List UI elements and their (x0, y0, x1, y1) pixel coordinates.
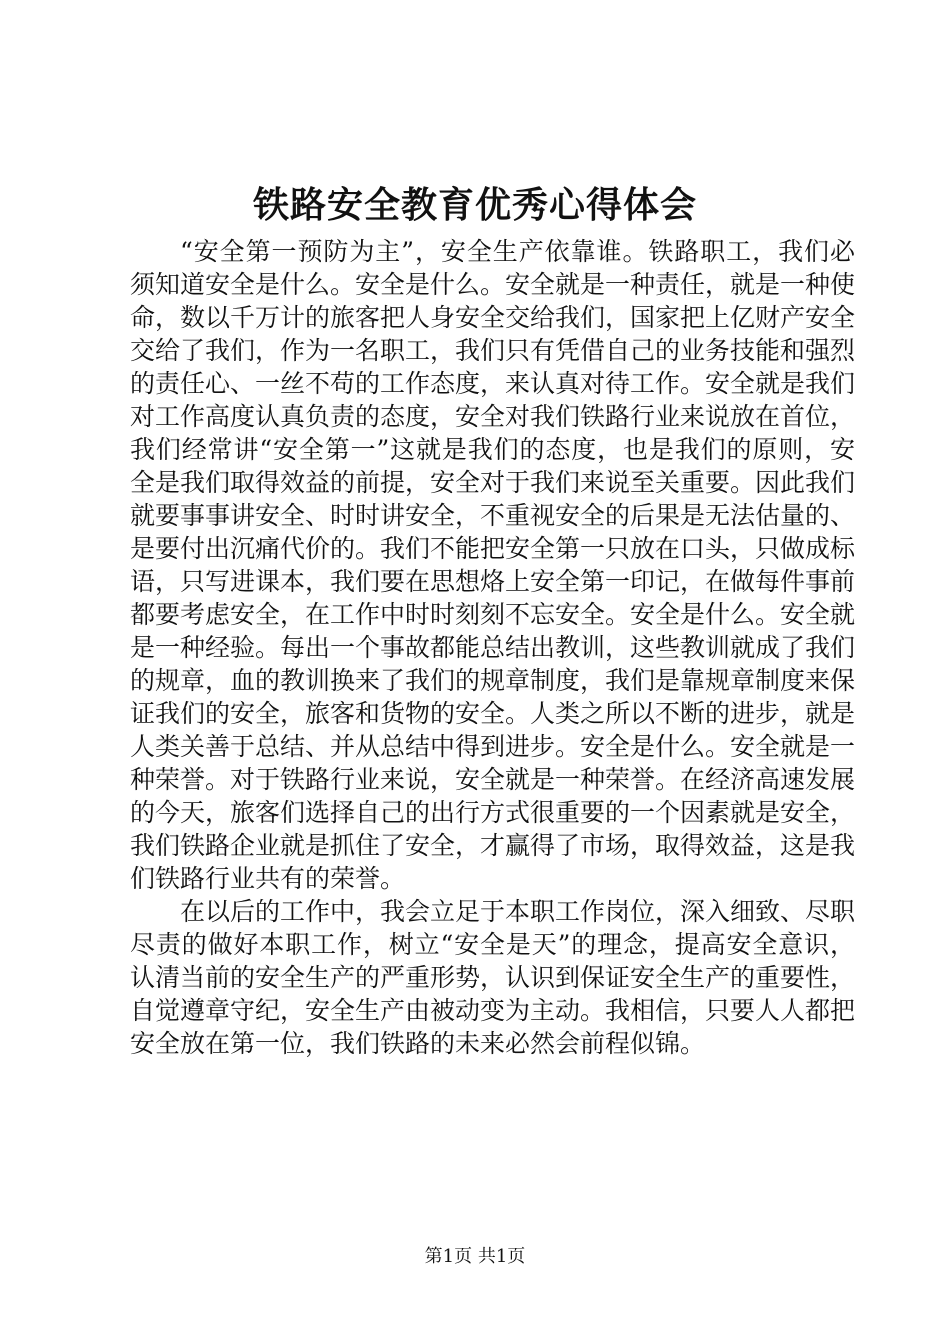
page-number-footer: 第1页 共1页 (424, 1246, 526, 1267)
paragraph-1: “安全第一预防为主”，安全生产依靠谁。铁路职工，我们必须知道安全是什么。安全是什么。安全就是一种责任，就是一种使命，数以千万计的旅客把人身安全交给我们，国家把上亿财产安全交给了我们，作为一名职工，我们只有凭借自己的业务技能和强烈的责任心、一丝不苟的工作态度，来认真对待工作。安全就是我们对工作高度认真负责的态度，安全对我们铁路行业来说放在首位，我们经常讲“安全第一”这就是我们的态度，也是我们的原则，安全是我们取得效益的前提，安全对于我们来说至关重要。因此我们就要事事讲安全、时时讲安全，不重视安全的后果是无法估量的、是要付出沉痛代价的。我们不能把安全第一只放在口头，只做成标语，只写进课本，我们要在思想烙上安全第一印记，在做每件事前都要考虑安全，在工作中时时刻刻不忘安全。安全是什么。安全就是一种经验。每出一个事故都能总结出教训，这些教训就成了我们的规章，血的教训换来了我们的规章制度，我们是靠规章制度来保证我们的安全，旅客和货物的安全。人类之所以不断的进步，就是人类关善于总结、并从总结中得到进步。安全是什么。安全就是一种荣誉。对于铁路行业来说，安全就是一种荣誉。在经济高速发展的今天，旅客们选择自己的出行方式很重要的一个因素就是安全，我们铁路企业就是抓住了安全，才赢得了市场，取得效益，这是我们铁路行业共有的荣誉。 (130, 237, 856, 893)
document-title: 铁路安全教育优秀心得体会 (252, 185, 697, 226)
paragraph-2: 在以后的工作中，我会立足于本职工作岗位，深入细致、尽职尽责的做好本职工作，树立“安全是天”的理念，提高安全意识，认清当前的安全生产的严重形势，认识到保证安全生产的重要性，自觉遵章守纪，安全生产由被动变为主动。我相信，只要人人都把安全放在第一位，我们铁路的未来必然会前程似锦。 (130, 897, 856, 1058)
document-body (130, 235, 855, 1060)
